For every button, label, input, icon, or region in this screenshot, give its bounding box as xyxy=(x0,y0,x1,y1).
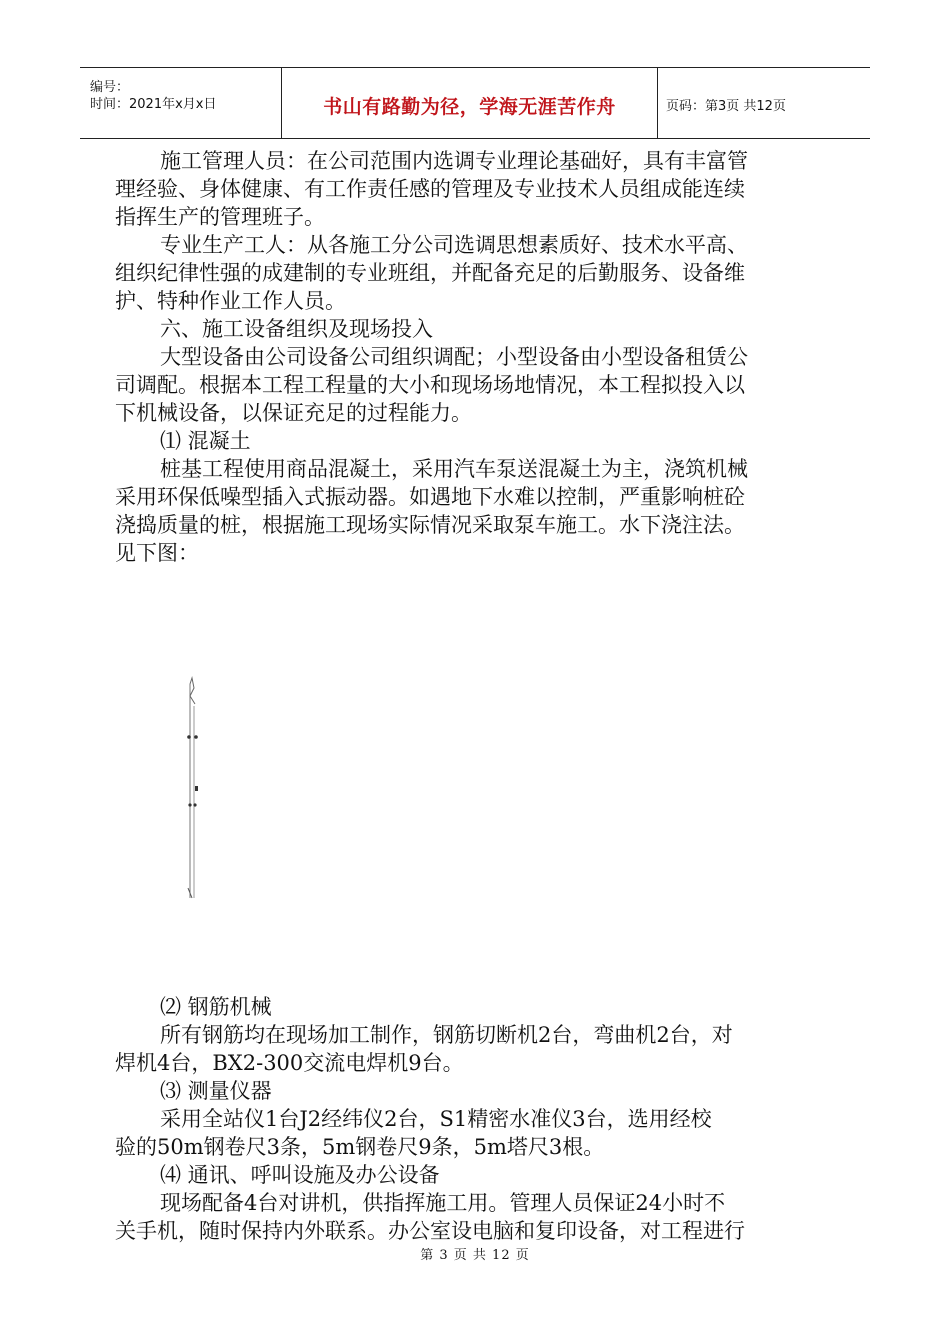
figure-marker xyxy=(193,803,196,806)
text-line: 采用环保低噪型插入式振动器。如遇地下水难以控制，严重影响桩砼 xyxy=(115,485,745,509)
text-line: 组织纪律性强的成建制的专业班组，并配备充足的后勤服务、设备维 xyxy=(115,261,745,285)
text-line: 验的50m钢卷尺3条，5m钢卷尺9条，5m塔尺3根。 xyxy=(115,1135,605,1159)
text-line: 指挥生产的管理班子。 xyxy=(115,205,325,229)
text-line: 大型设备由公司设备公司组织调配；小型设备由小型设备租赁公 xyxy=(160,345,748,369)
text-line: 见下图： xyxy=(115,541,199,565)
text-line: 所有钢筋均在现场加工制作，钢筋切断机2台，弯曲机2台，对 xyxy=(160,1023,733,1047)
text-line: ⑵ 钢筋机械 xyxy=(160,995,272,1019)
text-line: 焊机4台，BX2-300交流电焊机9台。 xyxy=(115,1051,464,1075)
underwater-pouring-figure xyxy=(170,676,220,906)
figure-hook xyxy=(190,678,195,704)
page-footer: 第 3 页 共 12 页 xyxy=(420,1248,530,1263)
text-line: 施工管理人员：在公司范围内选调专业理论基础好，具有丰富管 xyxy=(160,149,748,173)
document-code-label: 编号： xyxy=(90,80,130,95)
page-header xyxy=(80,67,870,139)
text-line: 采用全站仪1台J2经纬仪2台，S1精密水准仪3台，选用经校 xyxy=(160,1107,712,1131)
text-line: 理经验、身体健康、有工作责任感的管理及专业技术人员组成能连续 xyxy=(115,177,745,201)
header-info-cell xyxy=(80,68,282,138)
body-text-lower xyxy=(115,993,835,1245)
figure-marker xyxy=(194,735,198,739)
header-page-number: 页码：第3页 共12页 xyxy=(666,99,786,114)
header-motto-cell xyxy=(282,68,658,138)
text-line: ⑴ 混凝土 xyxy=(160,429,251,453)
text-line: 桩基工程使用商品混凝土，采用汽车泵送混凝土为主，浇筑机械 xyxy=(160,457,748,481)
text-line: 专业生产工人：从各施工分公司选调思想素质好、技术水平高、 xyxy=(160,233,748,257)
text-line: 浇捣质量的桩，根据施工现场实际情况采取泵车施工。水下浇注法。 xyxy=(115,513,745,537)
text-line: ⑷ 通讯、呼叫设施及办公设备 xyxy=(160,1163,440,1187)
header-motto: 书山有路勤为径，学海无涯苦作舟 xyxy=(323,96,616,118)
figure-marker xyxy=(188,803,191,806)
text-line: 六、施工设备组织及现场投入 xyxy=(160,317,433,341)
text-line: 司调配。根据本工程工程量的大小和现场场地情况，本工程拟投入以 xyxy=(115,373,745,397)
figure-marker xyxy=(187,735,191,739)
document-time-label: 时间：2021年x月x日 xyxy=(90,97,217,112)
text-line: 下机械设备，以保证充足的过程能力。 xyxy=(115,401,472,425)
text-line: 护、特种作业工作人员。 xyxy=(115,289,346,313)
header-page-cell xyxy=(658,68,870,138)
figure-marker xyxy=(195,786,198,791)
text-line: ⑶ 测量仪器 xyxy=(160,1079,272,1103)
text-line: 现场配备4台对讲机，供指挥施工用。管理人员保证24小时不 xyxy=(160,1191,726,1215)
body-text-upper xyxy=(115,147,835,567)
text-line: 关手机，随时保持内外联系。办公室设电脑和复印设备，对工程进行 xyxy=(115,1219,745,1243)
